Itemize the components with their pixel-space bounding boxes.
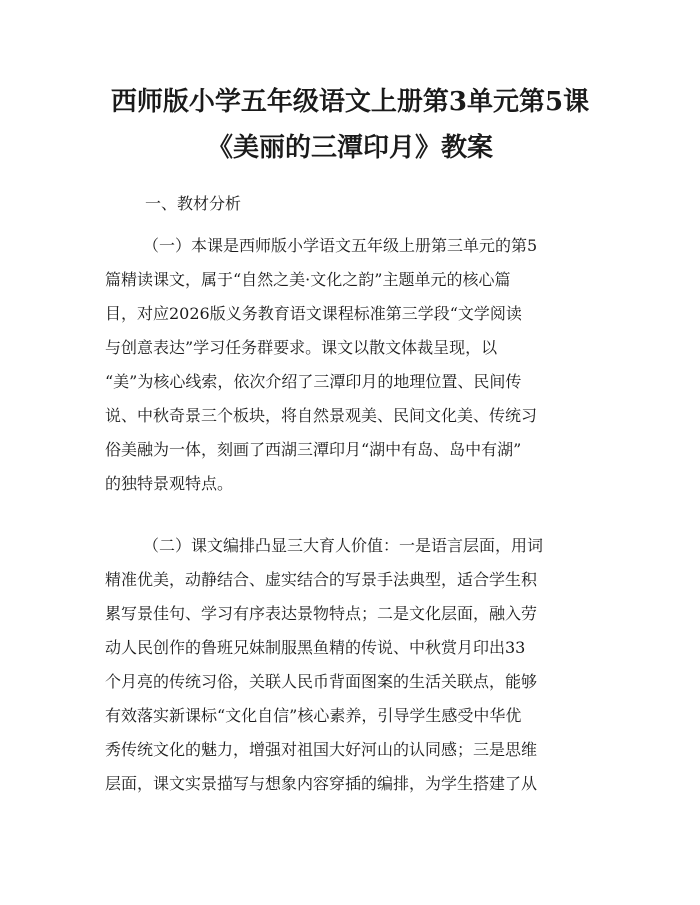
paragraph-2	[105, 529, 605, 801]
paragraph-line: 的独特景观特点。	[105, 474, 234, 493]
paragraph-line: 动人民创作的鲁班兄妹制服黑鱼精的传说、中秋赏月印出33	[105, 638, 526, 657]
document-title-line-2: 《美丽的三潭印月》教案	[206, 133, 493, 163]
paragraph-line: 与创意表达”学习任务群要求。课文以散文体裁呈现，以	[105, 338, 498, 357]
section-heading-textbook-analysis: 一、教材分析	[145, 194, 242, 213]
paragraph-line: 秀传统文化的魅力，增强对祖国大好河山的认同感；三是思维	[105, 740, 538, 759]
paragraph-line: 累写景佳句、学习有序表达景物特点；二是文化层面，融入劳	[105, 604, 538, 623]
paragraph-line: （一）本课是西师版小学语文五年级上册第三单元的第5	[143, 236, 538, 255]
paragraph-1	[105, 229, 605, 501]
paragraph-line: 有效落实新课标“文化自信”核心素养，引导学生感受中华优	[105, 706, 522, 725]
document-title-line-1: 西师版小学五年级语文上册第3单元第5课	[110, 87, 590, 117]
paragraph-line: 目，对应2026版义务教育语文课程标准第三学段“文学阅读	[105, 304, 522, 323]
paragraph-line: 篇精读课文，属于“自然之美·文化之韵”主题单元的核心篇	[105, 270, 511, 289]
paragraph-line: 精准优美，动静结合、虚实结合的写景手法典型，适合学生积	[105, 570, 538, 589]
paragraph-line: 层面，课文实景描写与想象内容穿插的编排，为学生搭建了从	[105, 774, 538, 793]
paragraph-line: 个月亮的传统习俗，关联人民币背面图案的生活关联点，能够	[105, 672, 538, 691]
paragraph-line: （二）课文编排凸显三大育人价值：一是语言层面，用词	[143, 536, 544, 555]
paragraph-line: 说、中秋奇景三个板块，将自然景观美、民间文化美、传统习	[105, 406, 538, 425]
paragraph-line: 俗美融为一体，刻画了西湖三潭印月“湖中有岛、岛中有湖”	[105, 440, 522, 459]
paragraph-line: “美”为核心线索，依次介绍了三潭印月的地理位置、民间传	[105, 372, 522, 391]
